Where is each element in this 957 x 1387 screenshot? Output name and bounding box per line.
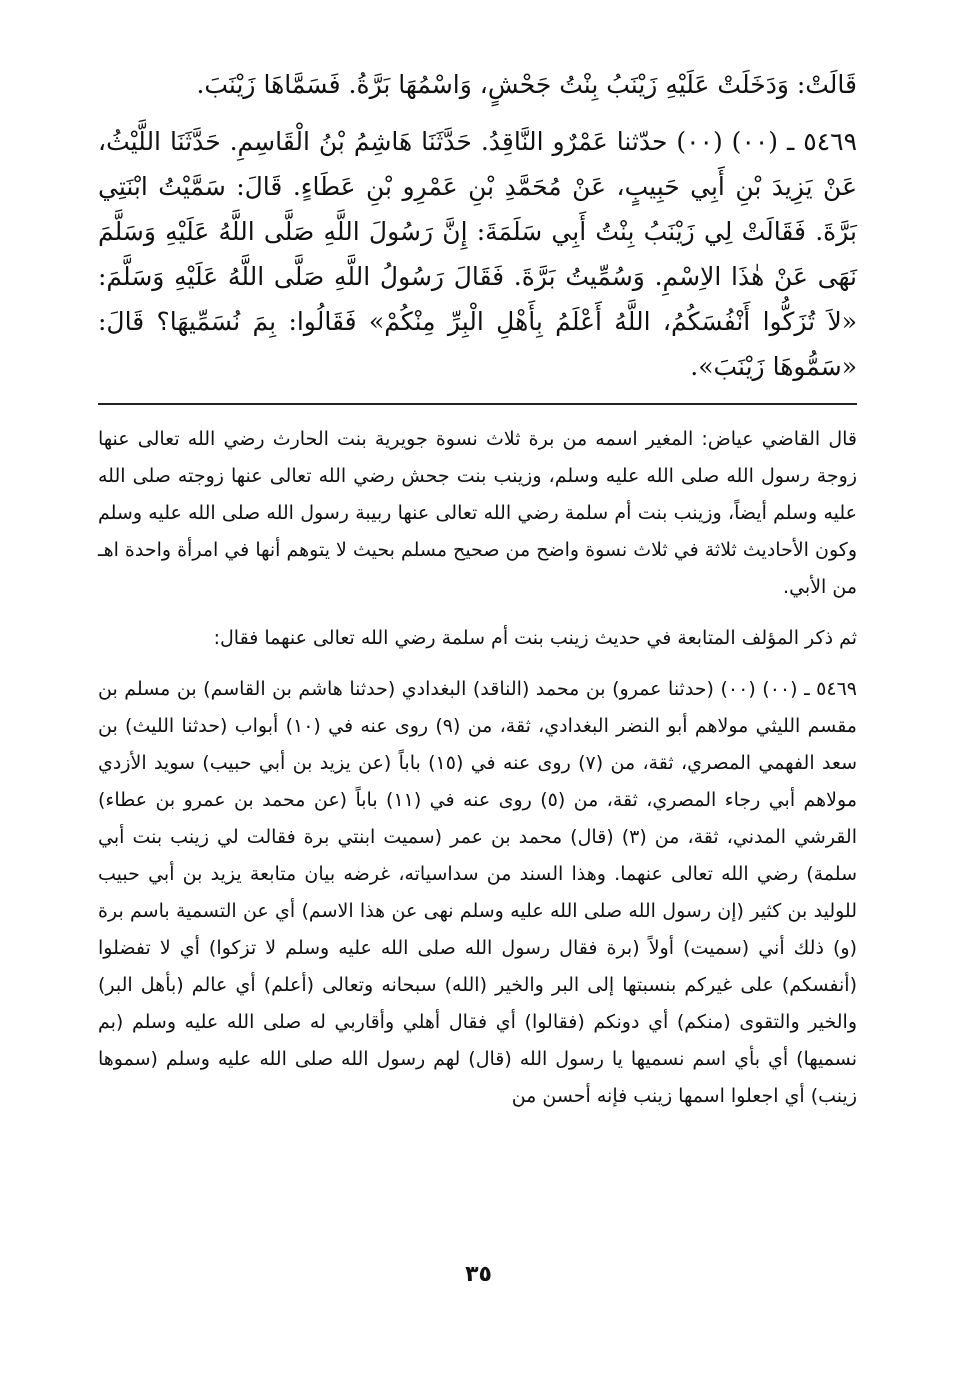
section-divider [98,403,857,405]
commentary-block [98,421,857,1115]
hadith-intro-line: قَالَتْ: وَدَخَلَتْ عَلَيْهِ زَيْنَبُ بِنْتُ جَحْشٍ، وَاسْمُهَا بَرَّةُ. فَسَمَّاهَا زَيْنَبَ. [196,70,857,99]
transition-note: ثم ذكر المؤلف المتابعة في حديث زينب بنت أم سلمة رضي الله تعالى عنهما فقال: [213,627,857,649]
hadith-text-block [98,62,857,389]
qadi-iyad-note: قال القاضي عياض: المغير اسمه من برة ثلاث نسوة جويرية بنت الحارث رضي الله تعالى عنها زوجة رسول الله صلى الله عليه وسلم، وزينب بنت جحش رضي الله تعالى عنها زوجته صلى الله عليه وسلم أيضاً، وزينب بنت أم سلمة رضي الله تعالى عنها ربيبة رسول الله صلى الله عليه وسلم وكون الأحاديث ثلاثة في ثلاث نسوة واضح من صحيح مسلم بحيث لا يتوهم أنها في امرأة واحدة اهـ من الأبي. [98,428,857,598]
page-number: ٣٥ [465,1262,492,1287]
hadith-5469-text: ٥٤٦٩ ـ (٠٠) (٠٠) حدّثنا عَمْرٌو النَّاقِدُ. حَدَّثَنَا هَاشِمُ بْنُ الْقَاسِمِ. حَدَّثَنَا اللَّيْثُ، عَنْ يَزِيدَ بْنِ أَبِي حَبِيبٍ، عَنْ مُحَمَّدِ بْنِ عَمْرِو بْنِ عَطَاءٍ. قَالَ: سَمَّيْتُ ابْنَتِي بَرَّةَ. فَقَالَتْ لِي زَيْنَبُ بِنْتُ أَبِي سَلَمَةَ: إِنَّ رَسُولَ اللَّهِ صَلَّى اللَّهُ عَلَيْهِ وَسَلَّمَ نَهَى عَنْ هٰذَا الاِسْمِ. وَسُمِّيتُ بَرَّةَ. فَقَالَ رَسُولُ اللَّهِ صَلَّى اللَّهُ عَلَيْهِ وَسَلَّمَ: «لاَ تُزَكُّوا أَنْفُسَكُمُ، اللَّهُ أَعْلَمُ بِأَهْلِ الْبِرِّ مِنْكُمْ» فَقَالُوا: بِمَ نُسَمِّيهَا؟ قَالَ: «سَمُّوهَا زَيْنَبَ». [98,127,857,381]
isnad-explanation: ٥٤٦٩ ـ (٠٠) (٠٠) (حدثنا عمرو) بن محمد (الناقد) البغدادي (حدثنا هاشم بن القاسم) بن مسلم بن مقسم الليثي مولاهم أبو النضر البغدادي، ثقة، من (٩) روى عنه في (١٠) أبواب (حدثنا الليث) بن سعد الفهمي المصري، ثقة، من (٧) روى عنه في (١٥) باباً (عن يزيد بن أبي حبيب) سويد الأزدي مولاهم أبي رجاء المصري، ثقة، من (٥) روى عنه في (١١) باباً (عن محمد بن عمرو بن عطاء) القرشي المدني، ثقة، من (٣) (قال) محمد بن عمر (سميت ابنتي برة فقالت لي زينب بنت أبي سلمة) رضي الله تعالى عنهما. وهذا السند من سداسياته، غرضه بيان متابعة يزيد بن أبي حبيب للوليد بن كثير (إن رسول الله صلى الله عليه وسلم نهى عن هذا الاسم) أي عن التسمية باسم برة (و) ذلك أني (سميت) أولاً (برة فقال رسول الله صلى الله عليه وسلم لا تزكوا) أي لا تفضلوا (أنفسكم) على غيركم بنسبتها إلى البر والخير (الله) سبحانه وتعالى (أعلم) أي عالم (بأهل البر) والخير والتقوى (منكم) أي دونكم (فقالوا) أي فقال أهلي وأقاربي له صلى الله عليه وسلم (بم نسميها) أي بأي اسم نسميها يا رسول الله (قال) لهم رسول الله صلى الله عليه وسلم (سموها زينب) أي اجعلوا اسمها زينب فإنه أحسن من [98,678,858,1107]
